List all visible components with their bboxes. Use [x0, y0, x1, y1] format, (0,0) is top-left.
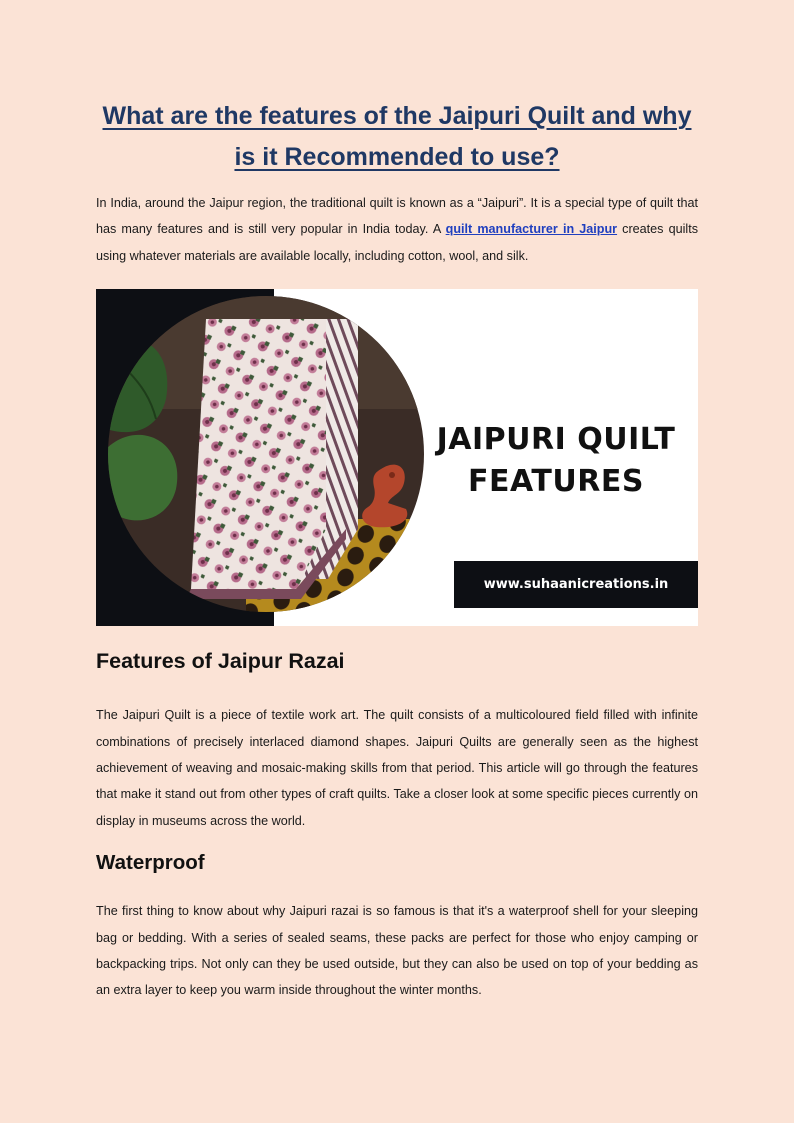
section-body-waterproof: The first thing to know about why Jaipuri razai is so famous is that it's a waterproof shell for your sleeping bag or bedding. With a series of sealed seams, these packs are perfect for those who enjoy camping or backpacking trips. Not only can they be used outside, but they can also be used on top of your bedding as an extra layer to keep you warm inside throughout the winter months. [96, 904, 698, 998]
section-heading-features: Features of Jaipur Razai [96, 649, 345, 674]
section-heading-waterproof: Waterproof [96, 851, 205, 875]
page-title: What are the features of the Jaipuri Quilt and why is it Recommended to use? [102, 102, 692, 171]
banner-title-line1: JAIPURI QUILT [436, 422, 676, 458]
document-page [96, 0, 698, 1004]
intro-text-after-link: creates quilts using whatever materials are available locally, including cotton, wool, and silk. [96, 222, 699, 263]
banner-url: www.suhaanicreations.in [454, 561, 698, 608]
banner-image [96, 289, 698, 626]
banner-title-line2: FEATURES [468, 464, 644, 500]
intro-text-before-link: In India, around the Jaipur region, the traditional quilt is known as a “Jaipuri”. It is a special type of quilt that has many features and is still very popular in India today. A [96, 196, 698, 237]
quilt-manufacturer-link[interactable]: quilt manufacturer in Jaipur [445, 222, 618, 237]
banner-title [426, 419, 686, 503]
section-body-features: The Jaipuri Quilt is a piece of textile work art. The quilt consists of a multicoloured field filled with infinite combinations of precisely interlaced diamond shapes. Jaipuri Quilts are generally seen as the highest achievement of weaving and mosaic-making skills from that period. This article will go through the features that make it stand out from other types of craft quilts. Take a closer look at some specific pieces currently on display in museums across the world. [96, 708, 698, 828]
intro-paragraph [96, 190, 698, 269]
